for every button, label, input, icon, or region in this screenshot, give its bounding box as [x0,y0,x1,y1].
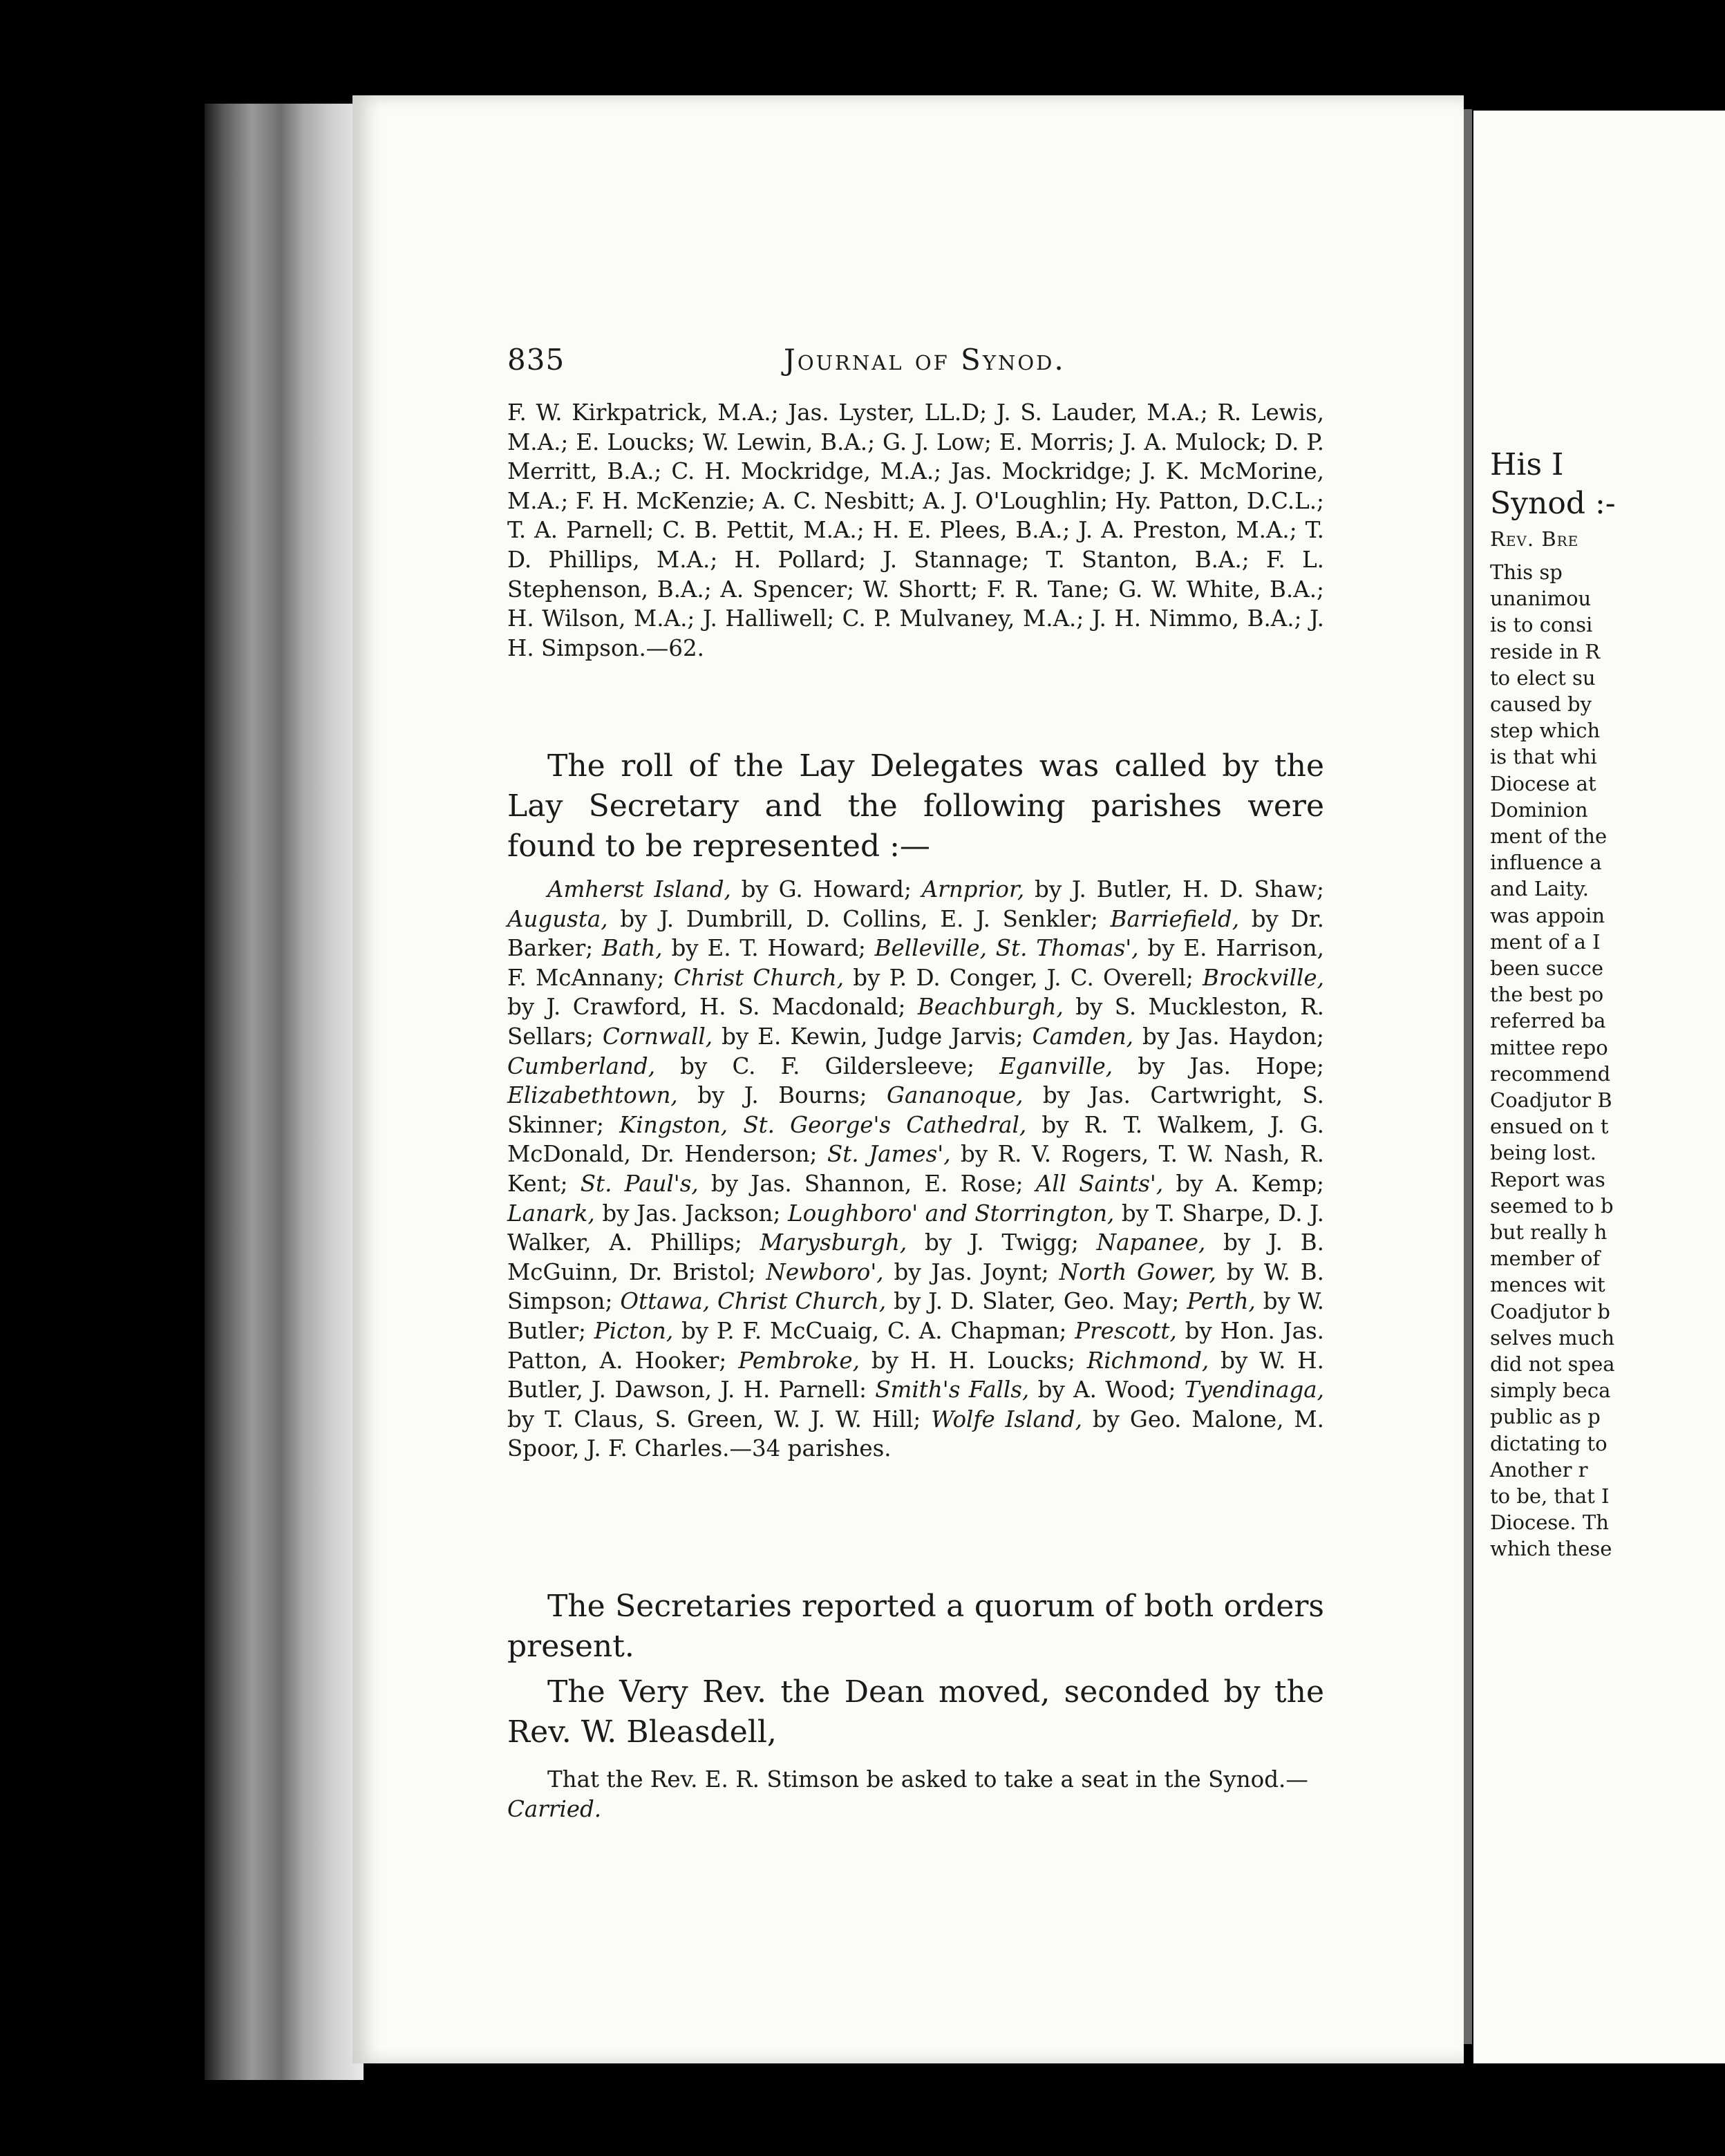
parish-delegates: by Geo. Malone, M. Spoor, J. F. Charles.—34 parishes. [507,1406,1324,1462]
parish-delegates: by E. Kewin, Judge Jarvis; [713,1023,1033,1050]
right-page-line: step which [1490,719,1601,743]
right-page-line: Diocese. Th [1490,1511,1609,1535]
parish-entry [603,1023,1033,1050]
parish-name: Barriefield, [1110,905,1240,932]
parish-name: Tyendinaga, [1184,1377,1324,1403]
quorum-paragraph: The Secretaries reported a quorum of both orders present. [507,1589,1324,1664]
parish-delegates: by Hon. Jas. Patton, A. Hooker; [507,1317,1324,1374]
parish-delegates: by Jas. Jackson; [594,1200,788,1227]
right-page-line: simply beca [1490,1379,1611,1403]
parish-name: Cumberland, [507,1052,656,1079]
parish-delegates: by J. Bourns; [677,1082,887,1109]
parish-name: Arnprior, [921,876,1025,902]
parish-delegates: by Jas. Cartwright, S. Skinner; [507,1082,1324,1138]
right-page [1473,111,1725,2063]
parish-delegates: by J. Twigg; [907,1229,1097,1256]
parish-name: Kingston, St. George's Cathedral, [619,1111,1027,1138]
parish-delegates: by R. T. Walkem, J. G. McDonald, Dr. Henderson; [507,1111,1325,1168]
right-page-line: influence a [1490,851,1602,875]
right-page-line: the best po [1490,983,1604,1007]
right-page-line: is that whi [1490,745,1597,769]
parish-name: Smith's Falls, [875,1377,1030,1403]
parish-delegates: by Jas. Joynt; [883,1258,1059,1285]
parish-delegates: by Dr. Barker; [507,905,1324,962]
parish-delegates: by S. Muckleston, R. Sellars; [507,994,1324,1050]
parish-entry [1036,1171,1324,1197]
parish-name: Picton, [594,1317,674,1344]
parish-name: Gananoque, [887,1082,1024,1109]
parish-name: Newboro', [766,1258,884,1285]
clergy-list: F. W. Kirkpatrick, M.A.; Jas. Lyster, LL.D; J. S. Lauder, M.A.; R. Lewis, M.A.; E. Loucks; W. Lewin, B.A.; G. J. Low; E. Morris; J. A. Mulock; D. P. Merritt, B.A.; C. H. Mockridge, M.A.; Jas. Mockridge; J. K. McMorine, M.A.; F. H. McKenzie; A. C. Nesbitt; A. J. O'Loughlin; Hy. Patton, D.C.L.; T. A. Parnell; C. B. Pettit, M.A.; H. E. Plees, B.A.; J. A. Preston, M.A.; T. D. Phillips, M.A.; H. Pollard; J. Stannage; T. Stanton, B.A.; F. L. Stephenson, B.A.; A. Spencer; W. Shortt; F. R. Tane; G. W. White, B.A.; H. Wilson, M.A.; J. Halliwell; C. P. Mulvaney, M.A.; J. H. Nimmo, B.A.; J. H. Simpson.—62. [507,399,1324,661]
parish-delegates: by E. Harrison, F. McAnnany; [507,935,1324,991]
right-page-line: This sp [1490,560,1563,584]
parish-entry [581,1171,1036,1197]
right-page-line: selves much [1490,1325,1615,1350]
parish-entry [507,906,1111,932]
parish-entry [1033,1023,1324,1050]
parish-name: Napanee, [1096,1229,1206,1256]
parish-delegates: by Jas. Haydon; [1133,1023,1324,1050]
right-page-line: which these [1490,1537,1612,1561]
right-page-line: been succe [1490,956,1603,980]
parish-name: Prescott, [1075,1317,1177,1344]
parish-name: Bath, [602,935,663,962]
parish-entry [507,1053,999,1079]
parish-entry [766,1259,1059,1285]
page-header [507,343,1324,384]
right-page-line: to be, that I [1490,1484,1610,1508]
right-page-line: Dominion [1490,797,1588,822]
resolution-text: That the Rev. E. R. Stimson be asked to take a seat in the Synod.— [547,1766,1308,1793]
right-page-line: ensued on t [1490,1115,1609,1139]
parish-name: St. Paul's, [580,1170,699,1197]
right-page-line: Rev. Bre [1490,527,1579,551]
right-page-line: is to consi [1490,613,1593,637]
parish-name: Wolfe Island, [931,1406,1082,1432]
parish-delegates: by T. Sharpe, D. J. Walker, A. Phillips; [507,1200,1324,1256]
parish-entry [760,1229,1097,1256]
parish-name: Brockville, [1203,964,1324,991]
parish-name: Camden, [1032,1023,1134,1050]
parish-entry [738,1348,1087,1374]
running-title: Journal of Synod. [784,343,1066,377]
right-page-line: being lost. [1490,1141,1596,1165]
right-page-line: Coadjutor b [1490,1299,1610,1323]
parish-delegates: by A. Wood; [1029,1377,1185,1403]
right-page-line: reside in R [1490,639,1601,663]
right-page-line: dictating to [1490,1431,1608,1455]
parish-delegates: by J. Dumbrill, D. Collins, E. J. Senkler; [607,905,1111,932]
parish-entry [999,1053,1324,1079]
parish-name: Augusta, [507,905,608,932]
parish-delegates: by J. Butler, H. D. Shaw; [1024,876,1324,902]
parish-name: Cornwall, [602,1023,713,1050]
parish-delegates: by T. Claus, S. Green, W. J. W. Hill; [507,1406,932,1432]
page-gutter [1464,109,1472,2044]
right-page-line: recommend [1490,1061,1611,1086]
right-page-line: Coadjutor B [1490,1088,1612,1112]
parish-list [507,875,1324,1464]
parish-name: Lanark, [507,1200,595,1227]
right-page-line: to elect su [1490,665,1596,690]
motion-paragraph: The Very Rev. the Dean moved, seconded by the Rev. W. Bleasdell, [507,1674,1324,1750]
parish-name: St. James', [827,1141,951,1168]
right-page-line: Report was [1490,1167,1605,1191]
parish-name: North Gower, [1059,1258,1216,1285]
parish-delegates: by W. B. Simpson; [507,1258,1324,1315]
parish-name: Pembroke, [738,1347,860,1374]
right-page-line: mences wit [1490,1273,1605,1297]
parish-delegates: by P. F. McCuaig, C. A. Chapman; [673,1317,1075,1344]
right-page-line: did not spea [1490,1352,1615,1376]
right-page-line: seemed to b [1490,1193,1614,1218]
right-page-line: Diocese at [1490,771,1596,795]
parish-name: Richmond, [1086,1347,1209,1374]
parish-delegates: by Jas. Shannon, E. Rose; [698,1170,1036,1197]
parish-delegates: by W. Butler; [507,1288,1324,1344]
right-page-line: His I [1490,447,1564,482]
parish-name: Belleville, St. Thomas', [874,935,1139,962]
parish-delegates: by G. Howard; [730,876,922,902]
right-page-line: but really h [1490,1220,1608,1244]
right-page-line: public as p [1490,1405,1601,1429]
parish-delegates: by J. D. Slater, Geo. May; [886,1288,1187,1315]
parish-entry [602,935,875,961]
right-page-line: member of [1490,1247,1601,1271]
resolution-result: Carried. [507,1795,602,1822]
right-page-line: referred ba [1490,1009,1606,1033]
right-page-line: ment of a I [1490,929,1601,954]
right-page-line: ment of the [1490,824,1608,848]
parish-entry [620,1288,1187,1314]
parish-name: Beachburgh, [917,994,1064,1021]
right-page-line: Synod :- [1490,486,1616,521]
page-number: 835 [507,343,565,377]
right-page-line: was appoin [1490,903,1605,927]
parish-name: Amherst Island, [547,876,731,902]
lay-delegates-intro: The roll of the Lay Delegates was called by the Lay Secretary and the following parishes were found to be represented :— [507,748,1324,864]
parish-name: Ottawa, Christ Church, [620,1288,887,1315]
parish-entry [507,1200,788,1227]
parish-name: Christ Church, [673,964,845,991]
parish-delegates: by W. H. Butler, J. Dawson, J. H. Parnell: [507,1347,1324,1403]
parish-delegates: by E. T. Howard; [662,935,875,962]
right-page-line: Another r [1490,1457,1588,1482]
parish-entry [922,876,1324,902]
parish-entry [507,1082,887,1108]
parish-delegates: by A. Kemp; [1163,1170,1325,1197]
right-page-line: caused by [1490,692,1592,716]
parish-delegates: by R. V. Rogers, T. W. Nash, R. Kent; [507,1141,1324,1197]
parish-entry [875,1377,1184,1403]
parish-entry [674,965,1203,991]
parish-delegates: by C. F. Gildersleeve; [655,1052,1000,1079]
parish-name: All Saints', [1035,1170,1164,1197]
parish-name: Eganville, [999,1052,1113,1079]
right-page-line: mittee repo [1490,1035,1608,1059]
parish-entry [547,876,922,902]
parish-delegates: by J. B. McGuinn, Dr. Bristol; [507,1229,1324,1285]
parish-name: Perth, [1187,1288,1256,1315]
parish-delegates: by Jas. Hope; [1113,1052,1324,1079]
right-page-line: unanimou [1490,587,1592,611]
parish-delegates: by J. Crawford, H. S. Macdonald; [507,994,918,1021]
parish-name: Marysburgh, [760,1229,907,1256]
parish-name: Elizabethtown, [507,1082,678,1109]
book-spine-edge [205,104,364,2080]
resolution-paragraph [507,1765,1324,1824]
parish-delegates: by H. H. Loucks; [859,1347,1087,1374]
parish-entry [594,1318,1075,1344]
right-page-line: and Laity. [1490,877,1589,901]
parish-delegates: by P. D. Conger, J. C. Overell; [844,964,1203,991]
parish-name: Loughboro' and Storrington, [787,1200,1115,1227]
